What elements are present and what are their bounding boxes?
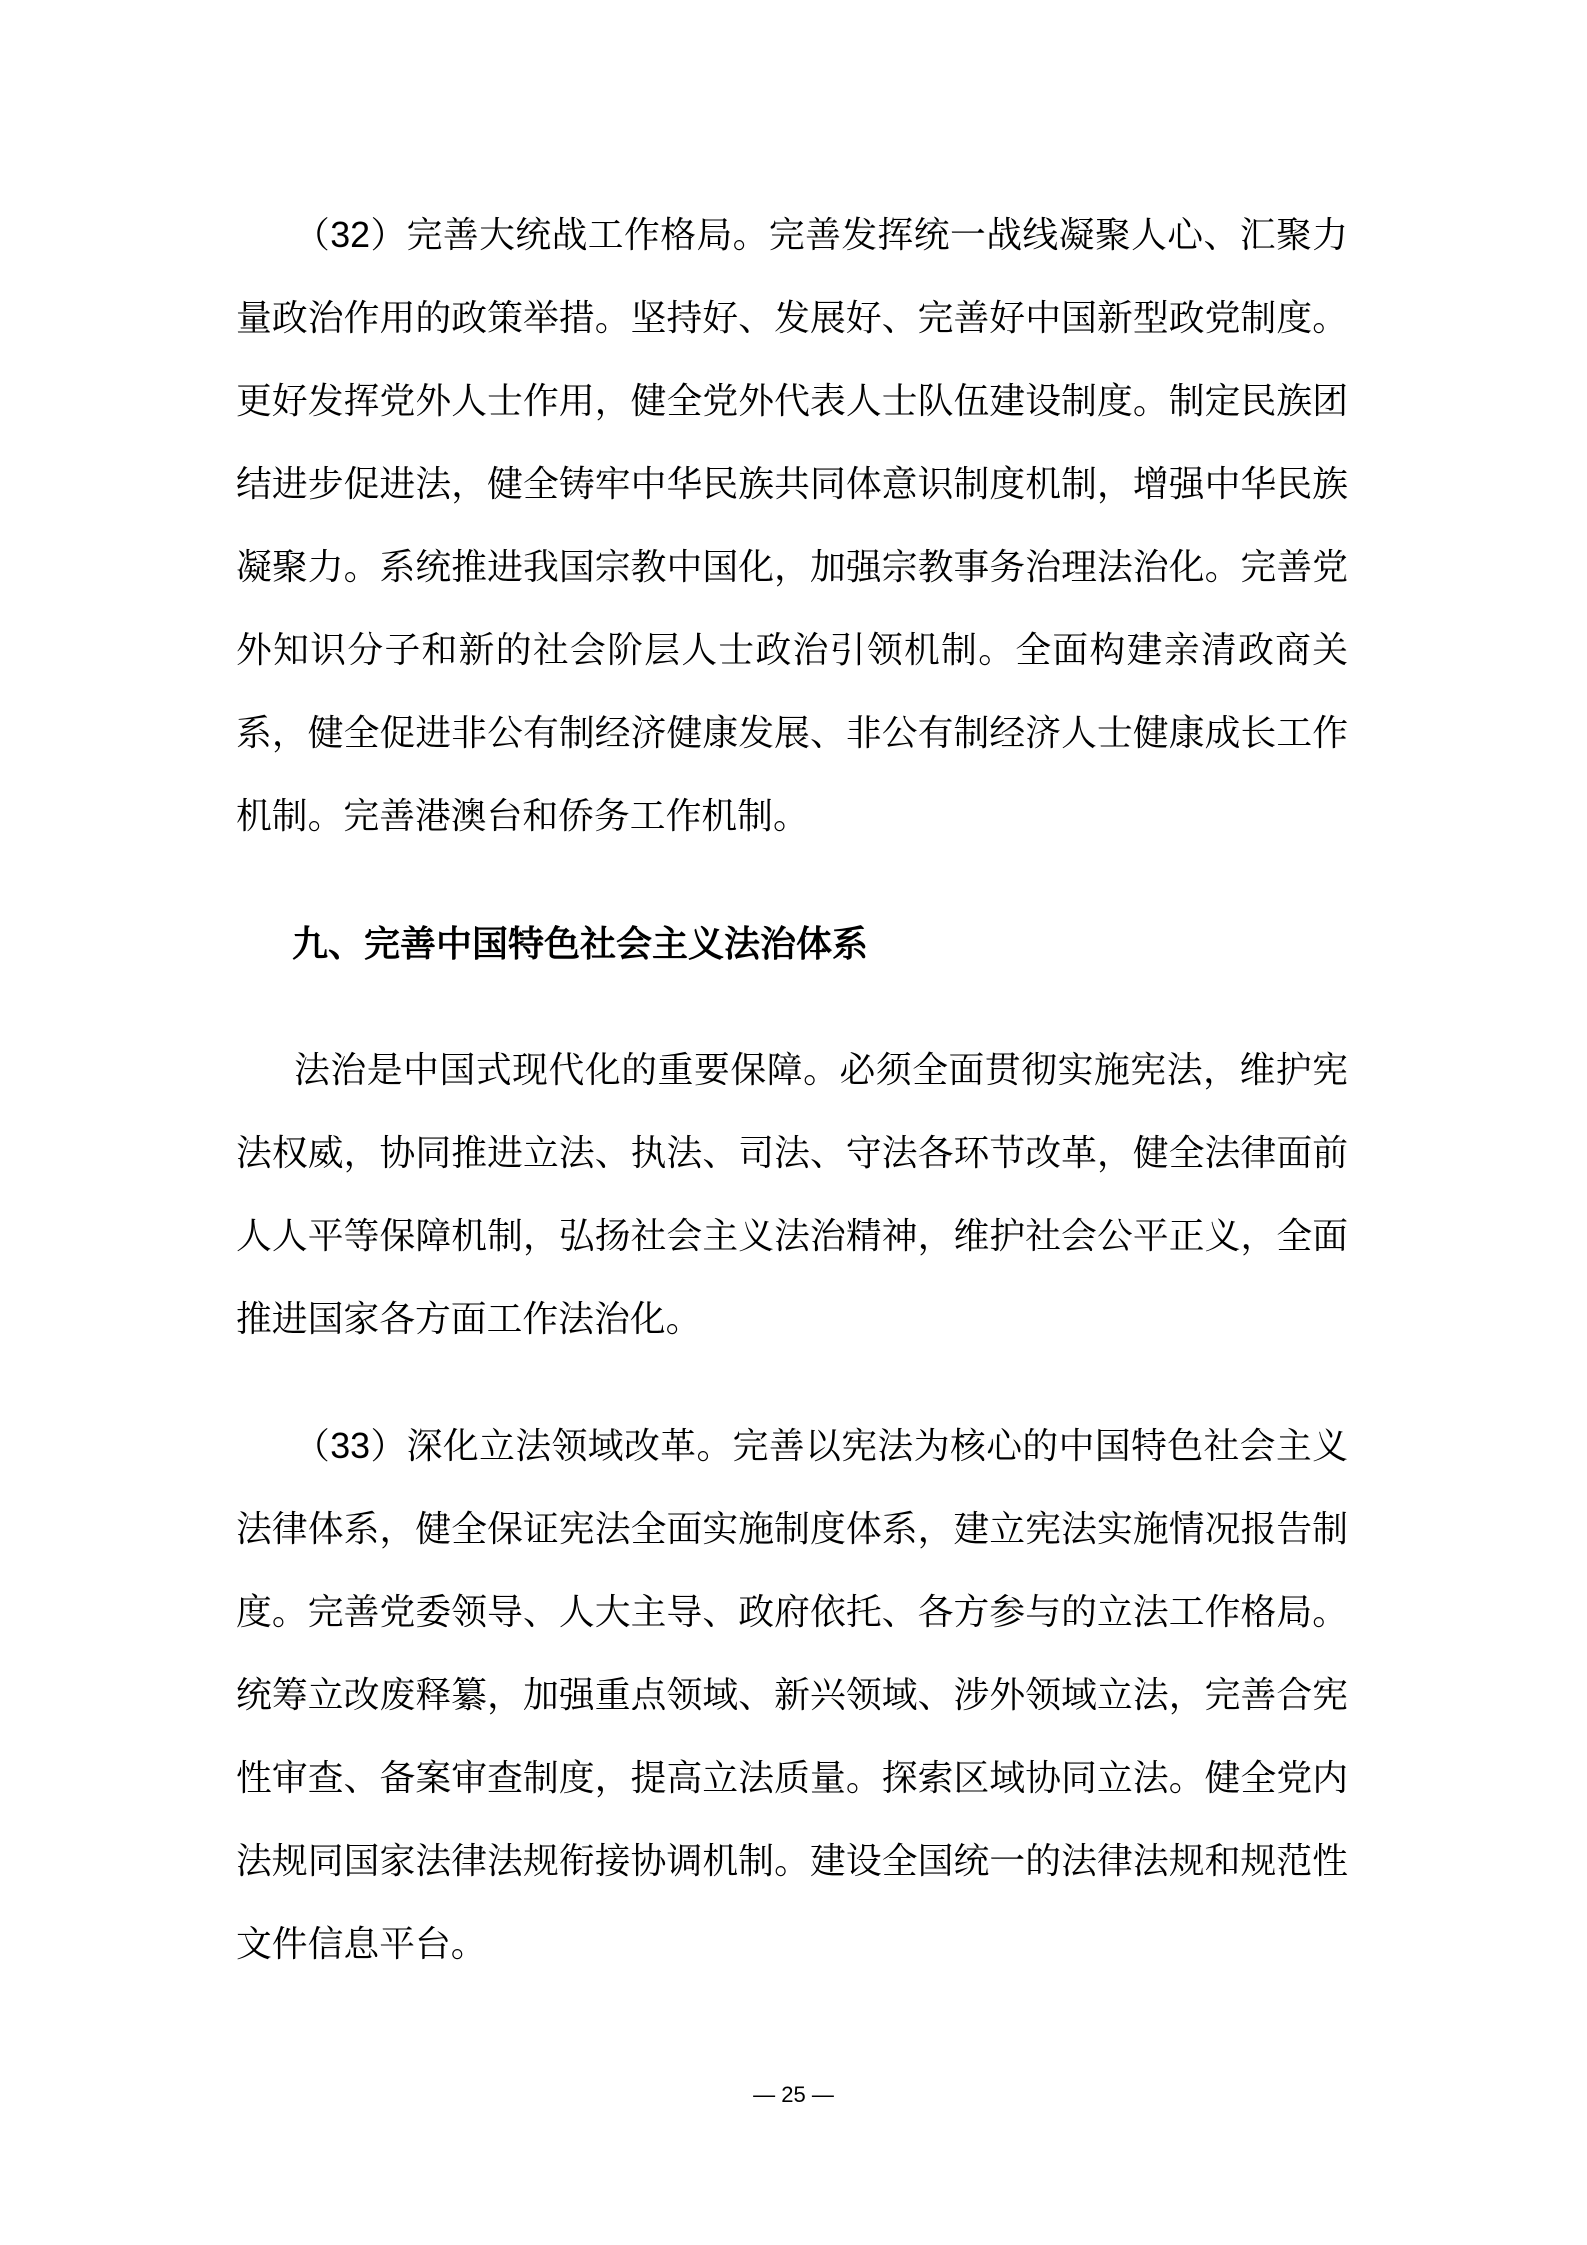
section-heading-9: 九、完善中国特色社会主义法治体系 — [292, 923, 869, 964]
page-number: — 25 — — [753, 2082, 834, 2107]
paragraph-33: （33）深化立法领域改革。完善以宪法为核心的中国特色社会主义法律体系，健全保证宪法全面实施制度体系，建立宪法实施情况报告制度。完善党委领导、人大主导、政府依托、各方参与的立法工作格局。统筹立改废释纂，加强重点领域、新兴领域、涉外领域立法，完善合宪性审查、备案审查制度，提高立法质量。探索区域协同立法。健全党内法规同国家法律法规衔接协调机制。建设全国统一的法律法规和规范性文件信息平台。 — [236, 1426, 1348, 1964]
paragraph-32: （32）完善大统战工作格局。完善发挥统一战线凝聚人心、汇聚力量政治作用的政策举措。坚持好、发展好、完善好中国新型政党制度。更好发挥党外人士作用，健全党外代表人士队伍建设制度。制定民族团结进步促进法，健全铸牢中华民族共同体意识制度机制，增强中华民族凝聚力。系统推进我国宗教中国化，加强宗教事务治理法治化。完善党外知识分子和新的社会阶层人士政治引领机制。全面构建亲清政商关系，健全促进非公有制经济健康发展、非公有制经济人士健康成长工作机制。完善港澳台和侨务工作机制。 — [236, 215, 1348, 836]
page-content — [236, 194, 1348, 2030]
paragraph-rule-of-law-intro: 法治是中国式现代化的重要保障。必须全面贯彻实施宪法，维护宪法权威，协同推进立法、执法、司法、守法各环节改革，健全法律面前人人平等保障机制，弘扬社会主义法治精神，维护社会公平正义，全面推进国家各方面工作法治化。 — [236, 1050, 1348, 1339]
